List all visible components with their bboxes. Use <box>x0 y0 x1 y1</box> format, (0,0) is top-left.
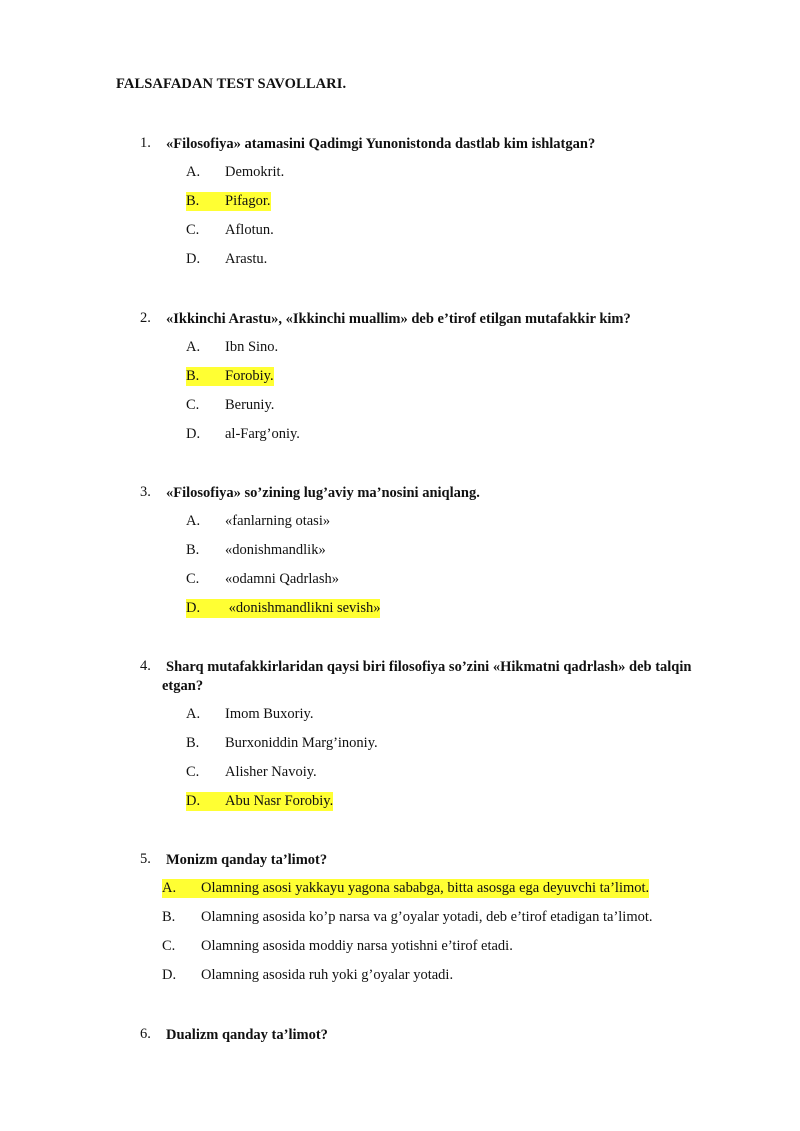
question-text-line-1: Sharq mutafakkirlaridan qaysi biri filosofiya so’zini «Hikmatni qadrlash» deb talqin <box>166 659 692 675</box>
option-text: «donishmandlik» <box>225 542 326 558</box>
option-letter: D. <box>186 600 201 616</box>
page-title: FALSAFADAN TEST SAVOLLARI. <box>116 76 347 92</box>
option-d <box>162 966 453 985</box>
option-a <box>186 512 330 531</box>
option-letter: C. <box>186 222 200 238</box>
option-letter: C. <box>186 764 200 780</box>
option-text: Forobiy. <box>225 368 274 384</box>
option-text: Demokrit. <box>225 164 285 180</box>
option-letter: D. <box>186 793 201 809</box>
question-number: 1. <box>140 135 151 151</box>
option-c <box>186 763 317 782</box>
option-letter: D. <box>186 426 201 442</box>
question-text: Monizm qanday ta’limot? <box>166 852 328 868</box>
option-letter: C. <box>186 571 200 587</box>
option-d <box>186 425 300 444</box>
option-letter: A. <box>186 513 201 529</box>
option-text: Beruniy. <box>225 397 275 413</box>
option-text: «donishmandlikni sevish» <box>225 600 381 616</box>
option-a-correct <box>162 879 649 898</box>
option-text: al-Farg’oniy. <box>225 426 300 442</box>
question-number: 6. <box>140 1026 151 1042</box>
option-text: Aflotun. <box>225 222 274 238</box>
option-b <box>186 734 378 753</box>
option-a <box>186 338 278 357</box>
option-letter: B. <box>162 909 176 925</box>
option-text: Ibn Sino. <box>225 339 279 355</box>
option-b <box>186 541 326 560</box>
option-c <box>186 396 274 415</box>
option-letter: B. <box>186 542 200 558</box>
question-text: Dualizm qanday ta’limot? <box>166 1027 328 1043</box>
option-text: «odamni Qadrlash» <box>225 571 339 587</box>
question-number: 3. <box>140 484 151 500</box>
option-letter: A. <box>186 339 201 355</box>
option-a <box>186 705 313 724</box>
option-d <box>186 250 267 269</box>
option-letter: D. <box>186 251 201 267</box>
option-letter: B. <box>186 193 200 209</box>
option-d-correct <box>186 599 380 618</box>
option-b <box>162 908 653 927</box>
option-text: Olamning asosida moddiy narsa yotishni e’tirof etadi. <box>201 938 513 954</box>
option-d-correct <box>186 792 333 811</box>
option-a <box>186 163 284 182</box>
question-text: «Filosofiya» so’zining lug’aviy ma’nosini aniqlang. <box>166 485 480 501</box>
option-text: Alisher Navoiy. <box>225 764 317 780</box>
question-number: 2. <box>140 310 151 326</box>
option-text: Imom Buxoriy. <box>225 706 314 722</box>
option-text: Pifagor. <box>225 193 271 209</box>
option-letter: B. <box>186 368 200 384</box>
option-b-correct <box>186 192 271 211</box>
option-text: «fanlarning otasi» <box>225 513 331 529</box>
option-letter: A. <box>162 880 177 896</box>
question-text: «Ikkinchi Arastu», «Ikkinchi muallim» deb e’tirof etilgan mutafakkir kim? <box>166 311 631 327</box>
option-c <box>162 937 513 956</box>
question-text: «Filosofiya» atamasini Qadimgi Yunonistonda dastlab kim ishlatgan? <box>166 136 596 152</box>
option-letter: C. <box>162 938 176 954</box>
option-text: Arastu. <box>225 251 268 267</box>
question-number: 4. <box>140 658 151 674</box>
question-text-line-2: etgan? <box>162 678 204 694</box>
option-b-correct <box>186 367 274 386</box>
option-letter: C. <box>186 397 200 413</box>
option-text: Abu Nasr Forobiy. <box>225 793 334 809</box>
option-text: Olamning asosi yakkayu yagona sababga, bitta asosga ega deyuvchi ta’limot. <box>201 880 650 896</box>
option-letter: A. <box>186 706 201 722</box>
option-text: Olamning asosida ko’p narsa va g’oyalar yotadi, deb e’tirof etadigan ta’limot. <box>201 909 653 925</box>
option-letter: A. <box>186 164 201 180</box>
option-text: Olamning asosida ruh yoki g’oyalar yotadi. <box>201 967 454 983</box>
option-text: Burxoniddin Marg’inoniy. <box>225 735 378 751</box>
option-letter: D. <box>162 967 177 983</box>
option-letter: B. <box>186 735 200 751</box>
option-c <box>186 221 274 240</box>
question-number: 5. <box>140 851 151 867</box>
option-c <box>186 570 339 589</box>
